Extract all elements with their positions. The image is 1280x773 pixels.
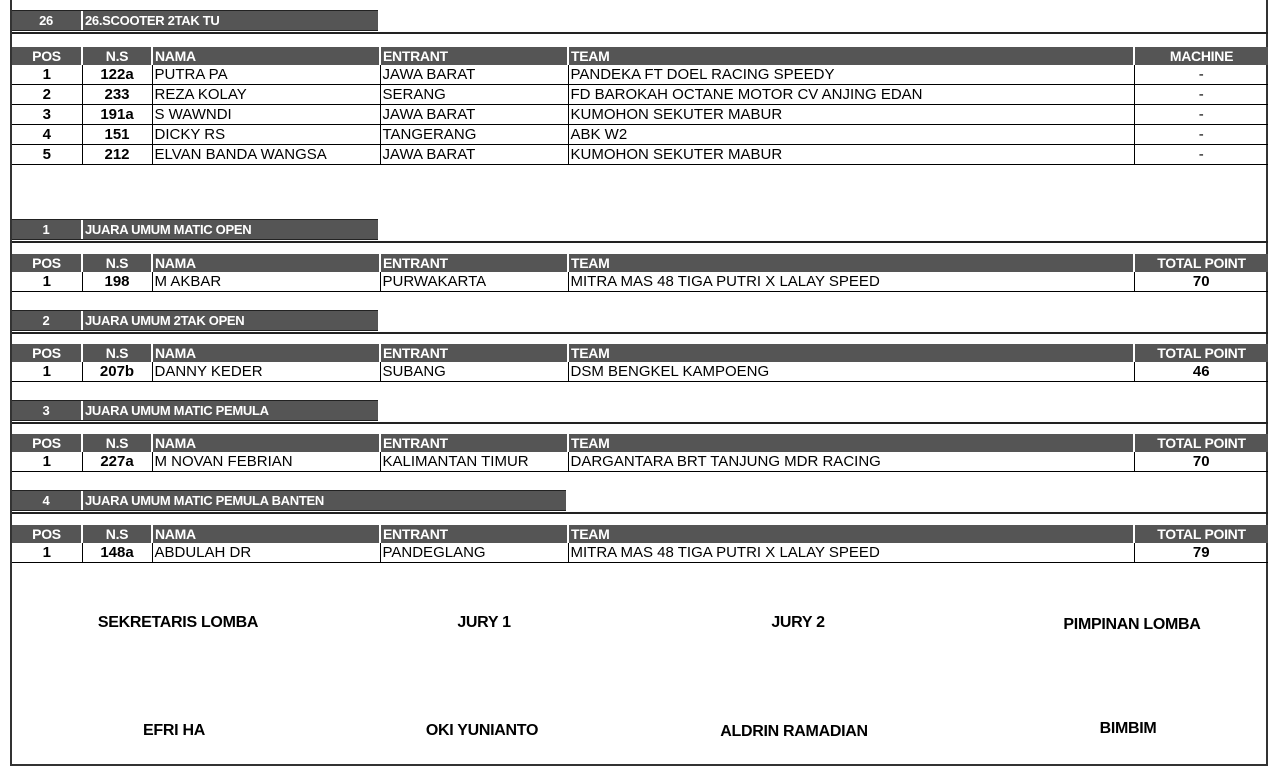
champion-number: 4 (42, 493, 50, 508)
col-ns: N.S (82, 344, 152, 362)
header-separator (81, 491, 83, 510)
table-row (12, 65, 1268, 85)
signature-name: OKI YUNIANTO (425, 722, 539, 739)
cell-pos: 1 (12, 452, 82, 472)
col-pos: POS (12, 434, 82, 452)
table-row (12, 272, 1268, 292)
signature-role: JURY 1 (457, 614, 511, 631)
cell-pos: 4 (12, 125, 82, 145)
col-pos: POS (12, 254, 82, 272)
cell-entrant: JAWA BARAT (380, 65, 568, 85)
cell-team: DARGANTARA BRT TANJUNG MDR RACING (568, 452, 1134, 472)
col-nama: NAMA (152, 344, 380, 362)
col-nama: NAMA (152, 434, 380, 452)
signature-role: PIMPINAN LOMBA (1063, 616, 1201, 633)
signature-role: SEKRETARIS LOMBA (97, 614, 259, 631)
col-total-point: TOTAL POINT (1134, 525, 1268, 543)
cell-total-point: 70 (1134, 272, 1268, 292)
cell-entrant: JAWA BARAT (380, 105, 568, 125)
table-header-row (12, 344, 1268, 362)
cell-ns: 198 (82, 272, 152, 292)
champion-name: JUARA UMUM MATIC PEMULA BANTEN (85, 493, 324, 508)
header-separator (81, 220, 83, 239)
section-rule (12, 422, 1268, 424)
col-pos: POS (12, 344, 82, 362)
table-row (12, 543, 1268, 563)
champion-number: 1 (42, 222, 50, 237)
col-team: TEAM (568, 434, 1134, 452)
cell-team: DSM BENGKEL KAMPOENG (568, 362, 1134, 382)
header-separator (81, 11, 83, 30)
champion-name: JUARA UMUM MATIC OPEN (85, 222, 252, 237)
cell-nama: ABDULAH DR (152, 543, 380, 563)
cell-pos: 1 (12, 362, 82, 382)
table-row (12, 362, 1268, 382)
cell-total-point: 70 (1134, 452, 1268, 472)
col-total-point: TOTAL POINT (1134, 344, 1268, 362)
signature-name: EFRI HA (143, 722, 205, 739)
cell-ns: 227a (82, 452, 152, 472)
table-row (12, 105, 1268, 125)
cell-entrant: SERANG (380, 85, 568, 105)
col-total-point: TOTAL POINT (1134, 434, 1268, 452)
section-rule (12, 512, 1268, 514)
col-machine: MACHINE (1134, 47, 1268, 65)
cell-pos: 3 (12, 105, 82, 125)
champion-table (12, 525, 1268, 563)
cell-entrant: PANDEGLANG (380, 543, 568, 563)
table-row (12, 145, 1268, 165)
champion-header (12, 400, 378, 421)
cell-machine: - (1134, 125, 1268, 145)
cell-team: PANDEKA FT DOEL RACING SPEEDY (568, 65, 1134, 85)
col-nama: NAMA (152, 525, 380, 543)
champion-name: JUARA UMUM MATIC PEMULA (85, 403, 269, 418)
col-entrant: ENTRANT (380, 525, 568, 543)
cell-machine: - (1134, 65, 1268, 85)
class-name: 26.SCOOTER 2TAK TU (85, 13, 220, 28)
cell-nama: PUTRA PA (152, 65, 380, 85)
cell-entrant: TANGERANG (380, 125, 568, 145)
cell-team: MITRA MAS 48 TIGA PUTRI X LALAY SPEED (568, 272, 1134, 292)
cell-nama: M AKBAR (152, 272, 380, 292)
cell-nama: REZA KOLAY (152, 85, 380, 105)
header-separator (81, 311, 83, 330)
class-header (12, 10, 378, 31)
col-nama: NAMA (152, 254, 380, 272)
table-row (12, 85, 1268, 105)
cell-ns: 191a (82, 105, 152, 125)
col-pos: POS (12, 47, 82, 65)
col-pos: POS (12, 525, 82, 543)
col-ns: N.S (82, 254, 152, 272)
champion-table (12, 254, 1268, 292)
champion-table (12, 434, 1268, 472)
section-rule (12, 241, 1268, 243)
table-header-row (12, 47, 1268, 65)
cell-entrant: JAWA BARAT (380, 145, 568, 165)
cell-machine: - (1134, 145, 1268, 165)
cell-pos: 1 (12, 543, 82, 563)
col-team: TEAM (568, 525, 1134, 543)
signature-name: ALDRIN RAMADIAN (720, 723, 868, 740)
cell-ns: 122a (82, 65, 152, 85)
col-team: TEAM (568, 344, 1134, 362)
cell-nama: ELVAN BANDA WANGSA (152, 145, 380, 165)
cell-pos: 5 (12, 145, 82, 165)
table-header-row (12, 434, 1268, 452)
col-team: TEAM (568, 47, 1134, 65)
cell-team: FD BAROKAH OCTANE MOTOR CV ANJING EDAN (568, 85, 1134, 105)
cell-machine: - (1134, 105, 1268, 125)
cell-ns: 212 (82, 145, 152, 165)
cell-total-point: 79 (1134, 543, 1268, 563)
col-ns: N.S (82, 47, 152, 65)
table-row (12, 452, 1268, 472)
cell-machine: - (1134, 85, 1268, 105)
cell-ns: 207b (82, 362, 152, 382)
col-ns: N.S (82, 525, 152, 543)
cell-team: KUMOHON SEKUTER MABUR (568, 105, 1134, 125)
champion-table (12, 344, 1268, 382)
table-header-row (12, 254, 1268, 272)
header-separator (81, 401, 83, 420)
signature-name: BIMBIM (1099, 720, 1157, 737)
signature-role: JURY 2 (771, 614, 825, 631)
champion-header (12, 310, 378, 331)
champion-number: 2 (42, 313, 50, 328)
col-ns: N.S (82, 434, 152, 452)
col-entrant: ENTRANT (380, 434, 568, 452)
cell-nama: S WAWNDI (152, 105, 380, 125)
table-header-row (12, 525, 1268, 543)
cell-total-point: 46 (1134, 362, 1268, 382)
cell-entrant: KALIMANTAN TIMUR (380, 452, 568, 472)
cell-entrant: SUBANG (380, 362, 568, 382)
col-entrant: ENTRANT (380, 254, 568, 272)
cell-pos: 1 (12, 65, 82, 85)
champion-header (12, 490, 566, 511)
cell-pos: 1 (12, 272, 82, 292)
col-entrant: ENTRANT (380, 344, 568, 362)
class-number: 26 (39, 13, 53, 28)
results-table (12, 47, 1268, 165)
cell-team: MITRA MAS 48 TIGA PUTRI X LALAY SPEED (568, 543, 1134, 563)
champion-name: JUARA UMUM 2TAK OPEN (85, 313, 245, 328)
col-entrant: ENTRANT (380, 47, 568, 65)
cell-team: ABK W2 (568, 125, 1134, 145)
cell-pos: 2 (12, 85, 82, 105)
cell-entrant: PURWAKARTA (380, 272, 568, 292)
col-total-point: TOTAL POINT (1134, 254, 1268, 272)
col-nama: NAMA (152, 47, 380, 65)
cell-team: KUMOHON SEKUTER MABUR (568, 145, 1134, 165)
cell-ns: 151 (82, 125, 152, 145)
table-row (12, 125, 1268, 145)
champion-header (12, 219, 378, 240)
champion-number: 3 (42, 403, 50, 418)
section-rule (12, 32, 1268, 34)
cell-nama: M NOVAN FEBRIAN (152, 452, 380, 472)
cell-nama: DICKY RS (152, 125, 380, 145)
col-team: TEAM (568, 254, 1134, 272)
cell-ns: 233 (82, 85, 152, 105)
section-rule (12, 332, 1268, 334)
cell-nama: DANNY KEDER (152, 362, 380, 382)
cell-ns: 148a (82, 543, 152, 563)
